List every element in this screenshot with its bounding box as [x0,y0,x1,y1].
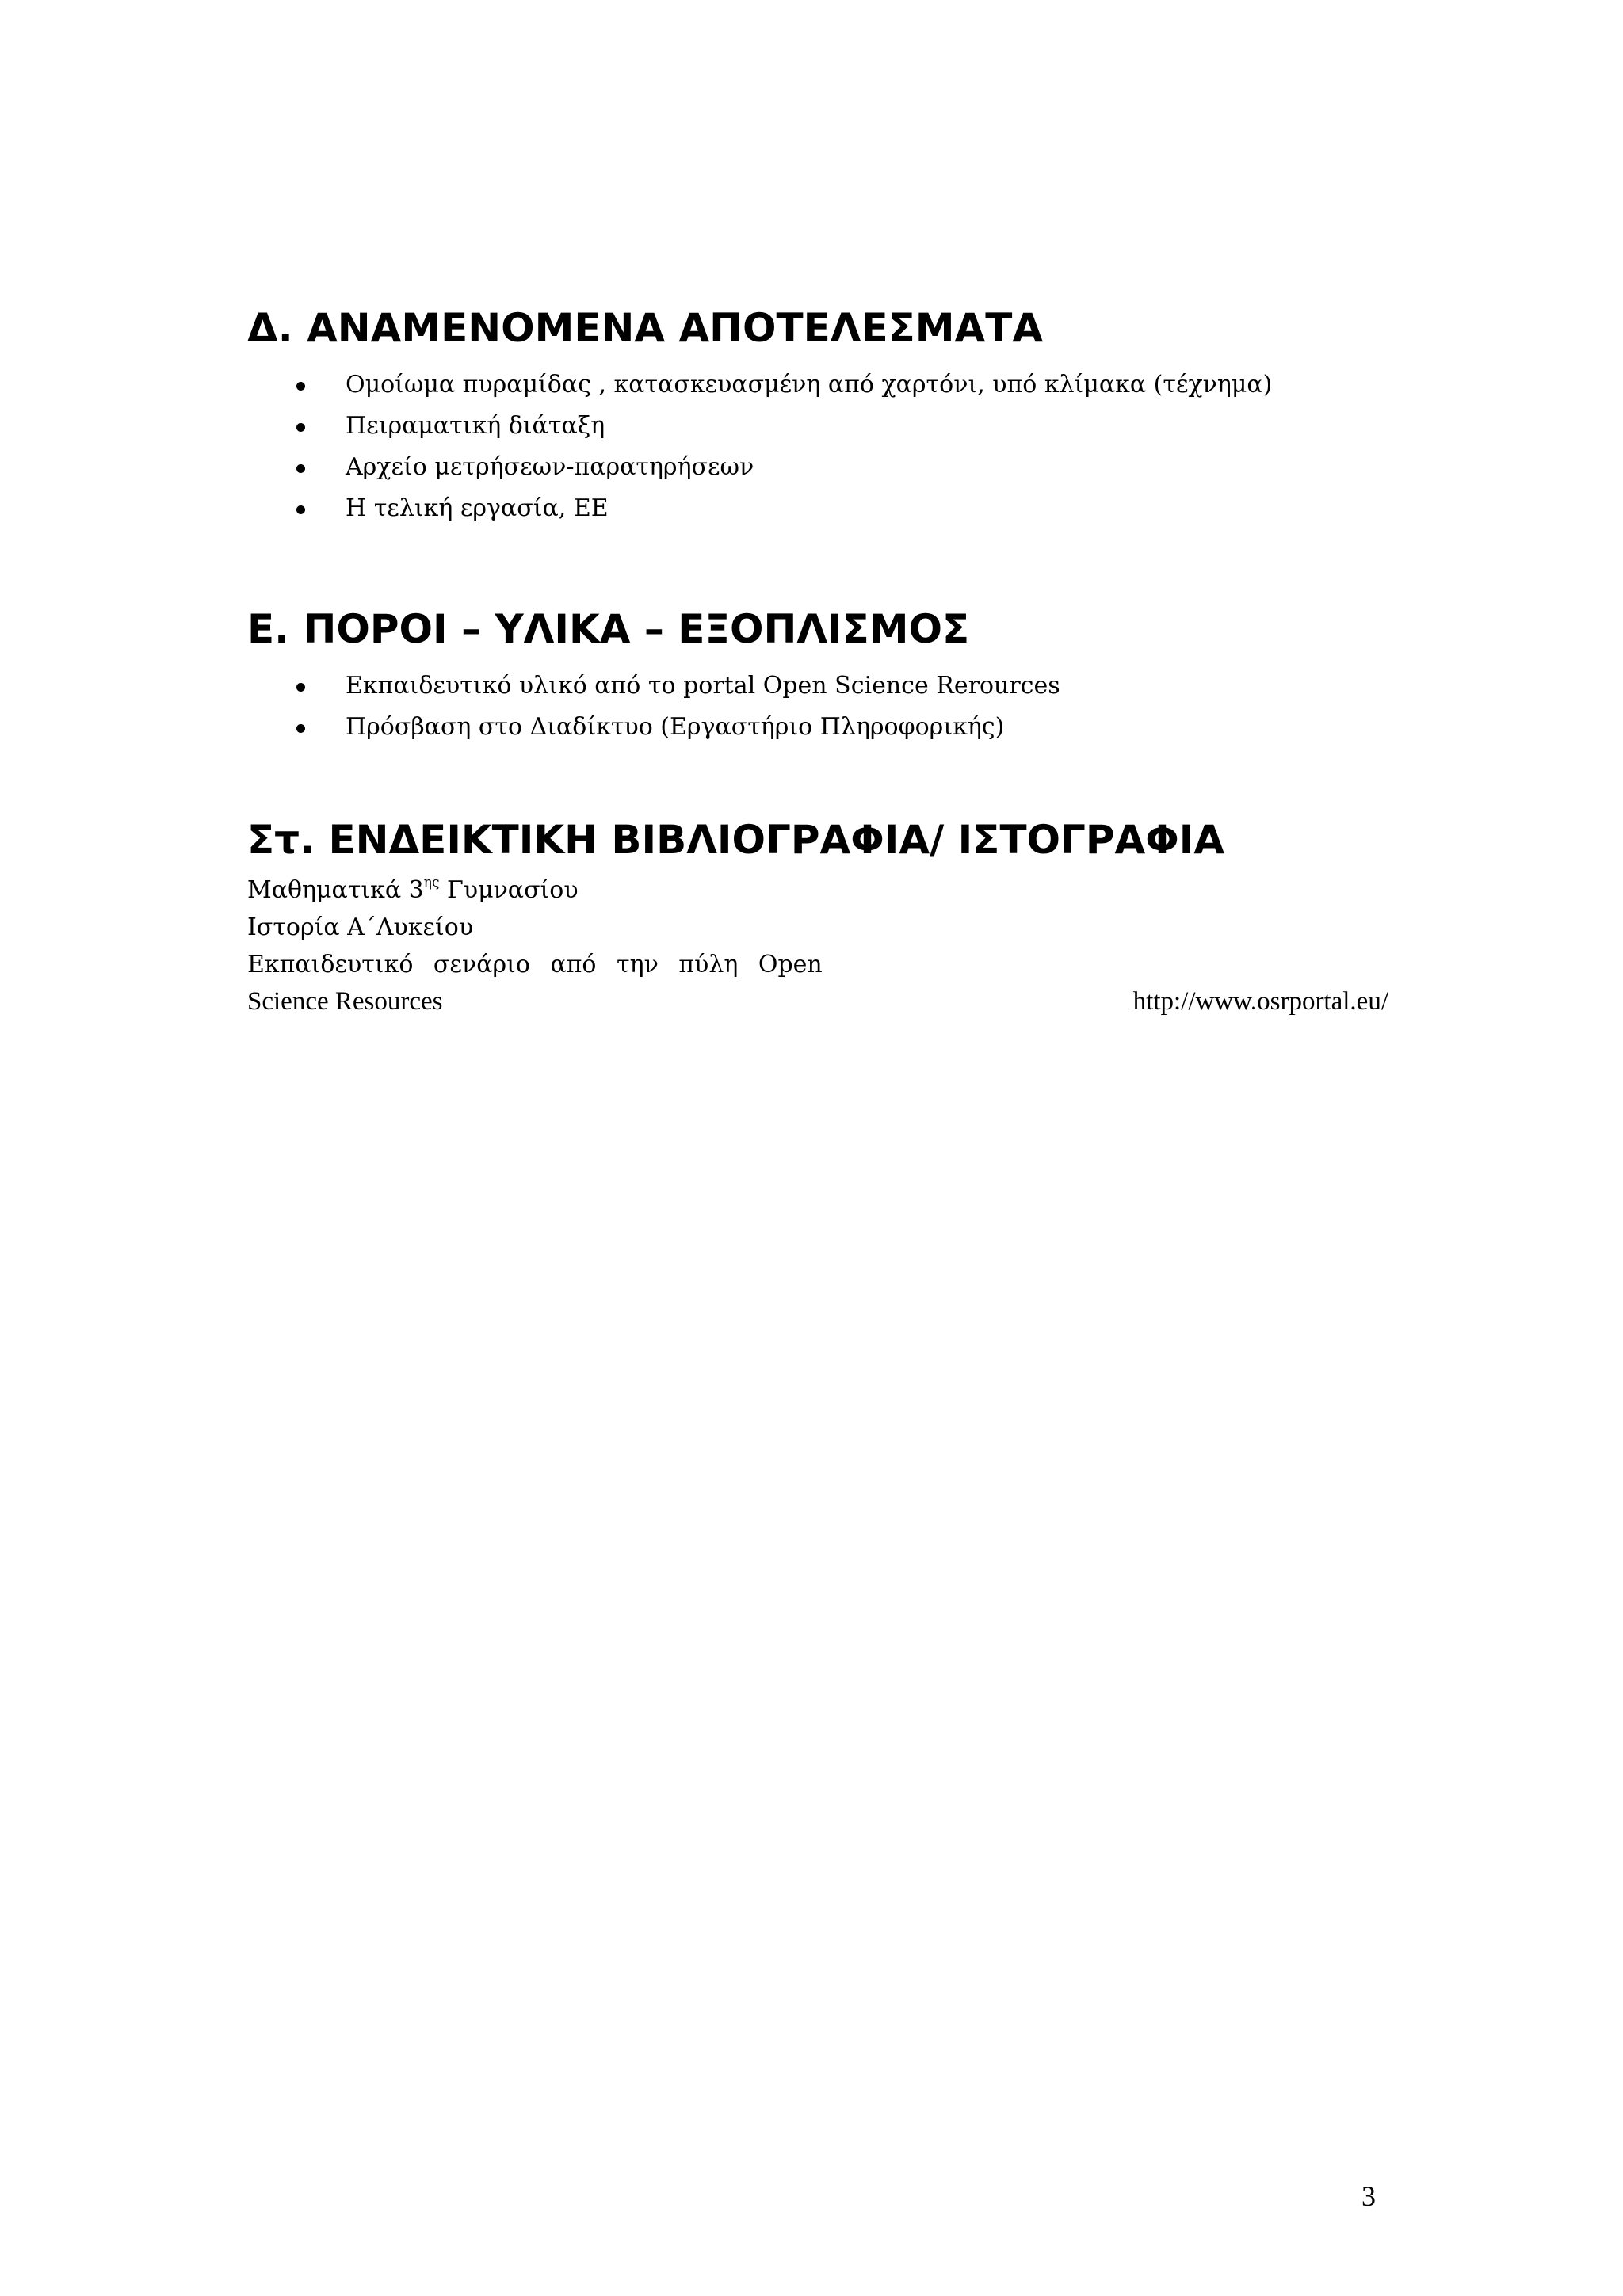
bullet-icon [296,683,305,692]
list-item [247,707,1060,748]
list-item-text: Πρόσβαση στο Διαδίκτυο (Εργαστήριο Πληροφορικής) [346,713,1005,741]
list-item-text: Εκπαιδευτικό υλικό από το portal Open Science Rerources [346,672,1060,700]
expected-results-list [247,364,1272,529]
reference-osr [247,983,1388,1020]
bullet-icon [296,382,305,391]
reference-url-link[interactable]: http://www.osrportal.eu/ [1132,987,1388,1016]
reference-scenario: Εκπαιδευτικό σενάριο από την πύλη Open [247,951,823,978]
reference-text: Γυμνασίου [439,876,579,904]
bullet-icon [296,423,305,432]
bullet-icon [296,724,305,733]
page-number: 3 [1361,2180,1376,2212]
resources-list [247,666,1060,748]
section-heading-expected-results: Δ. ΑΝΑΜΕΝΟΜΕΝΑ ΑΠΟΤΕΛΕΣΜΑΤΑ [247,305,1044,351]
reference-superscript: ης [423,875,440,891]
list-item-text: Η τελική εργασία, ΕΕ [346,494,609,522]
list-item [247,447,1272,488]
section-heading-resources: Ε. ΠΟΡΟΙ – ΥΛΙΚΑ – ΕΞΟΠΛΙΣΜΟΣ [247,606,970,652]
bullet-icon [296,505,305,514]
bibliography-block [247,871,1388,1020]
list-item-text: Πειραματική διάταξη [346,412,605,440]
list-item [247,406,1272,447]
list-item-text: Αρχείο μετρήσεων-παρατηρήσεων [346,453,754,481]
bullet-icon [296,464,305,473]
list-item [247,666,1060,707]
reference-history: Ιστορία Α΄Λυκείου [247,913,474,941]
list-item [247,364,1272,406]
list-item [247,488,1272,529]
list-item-text: Ομοίωμα πυραμίδας , κατασκευασμένη από χαρτόνι, υπό κλίμακα (τέχνημα) [346,371,1273,399]
section-heading-bibliography: Στ. ΕΝΔΕΙΚΤΙΚΗ ΒΙΒΛΙΟΓΡΑΦΙΑ/ ΙΣΤΟΓΡΑΦΙΑ [247,817,1225,863]
reference-math [247,871,1388,909]
reference-text: Μαθηματικά 3 [247,876,424,904]
reference-text: Science Resources [247,987,443,1016]
